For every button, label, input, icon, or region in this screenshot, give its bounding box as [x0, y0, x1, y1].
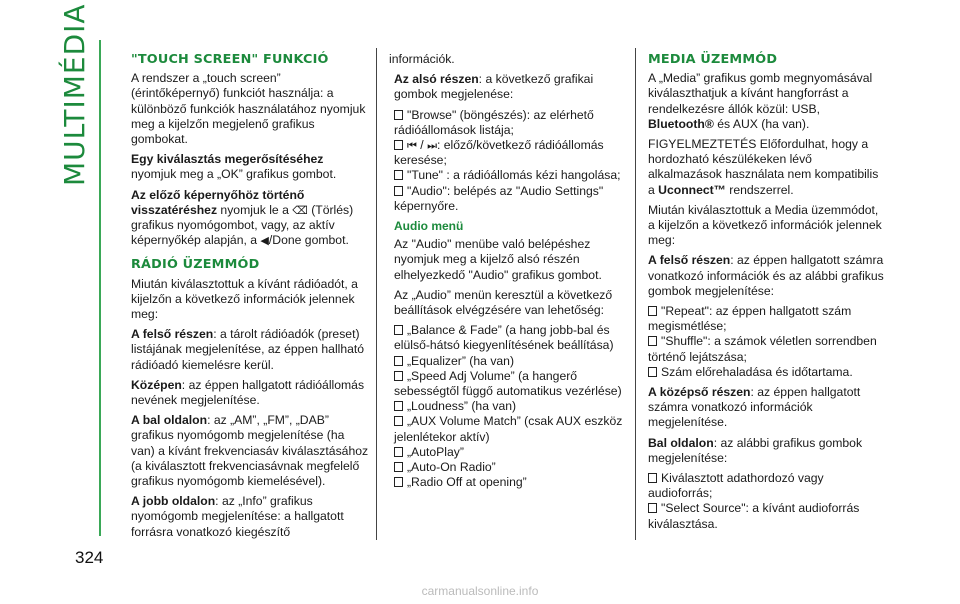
checkbox-icon — [648, 473, 657, 483]
warning-paragraph: FIGYELMEZTETÉS Előfordulhat, hogy a hordozható készülékeken lévő alkalmazások használata nem kompatibilis a Uconnect™ rendszerrel. — [648, 137, 879, 197]
radio-middle-text: : az éppen hallgatott rádióállomás nevének megjelenítése. — [131, 377, 365, 408]
list-item: Szám előrehaladása és időtartama. — [648, 365, 888, 380]
confirm-label: Egy kiválasztás megerősítéséhez — [131, 152, 324, 167]
list-item: „AUX Volume Match” (csak AUX eszköz jelenlétekor aktív) — [394, 414, 623, 444]
checkbox-icon — [394, 462, 403, 472]
radio-middle-label: Középen — [131, 377, 182, 392]
radio-right — [131, 494, 371, 540]
media-info-intro: Miután kiválasztottuk a Media üzemmódot, a kijelzőn a következő információk jelennek meg: — [648, 202, 882, 248]
uconnect-label: Uconnect™ — [658, 182, 726, 197]
list-item: „AutoPlay” — [394, 445, 629, 460]
radio-left-label: A bal oldalon — [131, 413, 208, 428]
media-middle — [648, 385, 888, 431]
checkbox-icon — [394, 356, 403, 366]
delete-icon: ⌫ — [292, 203, 308, 217]
list-item: „Equalizer” (ha van) — [394, 354, 629, 369]
checkbox-icon — [394, 416, 403, 426]
radio-top — [131, 327, 371, 373]
checkbox-icon — [394, 186, 403, 196]
audio-settings-list — [394, 323, 629, 490]
footer-watermark: carmanualsonline.info — [421, 584, 539, 598]
media-left-text: : az alábbi grafikus gombok megjelenítése: — [648, 435, 863, 465]
back-label: Az előző képernyőhöz történő visszatéréshez — [131, 187, 305, 217]
list-item: „Balance & Fade” (a hang jobb-bal és elülső-hátsó kiegyenlítésének beállítása) — [394, 323, 614, 353]
checkbox-icon — [394, 371, 403, 381]
radio-left — [131, 413, 371, 489]
radio-top-text: : a tárolt rádióadók (preset) listájának megjelenítése, az éppen hallható rádióadó kiemelésre kerül. — [131, 327, 365, 372]
column-3 — [648, 52, 888, 537]
checkbox-icon — [394, 110, 403, 120]
checkbox-icon — [394, 477, 403, 487]
media-left-label: Bal oldalon — [648, 435, 714, 450]
list-item: "Select Source": a kívánt audioforrás kiválasztása. — [648, 501, 860, 531]
checkbox-icon — [648, 367, 657, 377]
list-item: ⏮ / ⏭: előző/következő rádióállomás keresése; — [394, 138, 604, 168]
media-left-list — [648, 471, 888, 532]
column-divider-1 — [376, 48, 377, 540]
media-left — [648, 436, 888, 466]
column-2 — [389, 52, 629, 495]
checkbox-icon — [648, 503, 657, 513]
touch-screen-intro: A rendszer a „touch screen” (érintőképernyő) funkciót használja: a különböző funkciók használatához nyomjuk meg a kijelzőn megjelenő grafikus gombokat. — [131, 71, 366, 147]
list-item: „Speed Adj Volume” (a hangerő sebességtől függő automatikus vezérlése) — [394, 368, 622, 399]
heading-touch-screen: "TOUCH SCREEN" FUNKCIÓ — [131, 52, 329, 67]
radio-bottom — [394, 72, 629, 102]
radio-buttons-list — [394, 108, 629, 214]
page-number: 324 — [75, 548, 104, 567]
list-item: "Audio": belépés az "Audio Settings" képernyőre. — [394, 183, 604, 213]
media-top — [648, 253, 888, 299]
media-middle-text: : az éppen hallgatott számra vonatkozó információk megjelenítése. — [648, 385, 861, 430]
media-middle-label: A középső részen — [648, 385, 751, 400]
skip-next-icon: ⏭ — [427, 139, 437, 153]
confirm-paragraph — [131, 152, 371, 182]
radio-right-text: : az „Info” grafikus nyomógomb megjelenítése: a hallgatott forrásra vonatkozó kiegészítő — [131, 494, 344, 539]
radio-middle — [131, 378, 371, 408]
checkbox-icon — [394, 447, 403, 457]
media-intro: A „Media” grafikus gomb megnyomásával kiválaszthatjuk a kívánt hangforrást a rendelkezésre állók közül: USB, Bluetooth® és AUX (ha van). — [648, 71, 873, 131]
back-text-1: nyomjuk le a — [217, 202, 293, 217]
checkbox-icon — [648, 306, 657, 316]
confirm-text: nyomjuk meg a „OK” grafikus gombot. — [131, 167, 337, 182]
media-top-list — [648, 304, 888, 380]
skip-previous-icon: ⏮ — [407, 139, 417, 153]
radio-right-label: A jobb oldalon — [131, 494, 216, 509]
list-item: "Tune" : a rádióállomás kézi hangolása; — [394, 168, 629, 183]
checkbox-icon — [394, 170, 403, 180]
list-item: "Browse" (böngészés): az elérhető rádióállomások listája; — [394, 107, 594, 137]
heading-media-mode: MEDIA ÜZEMMÓD — [648, 52, 778, 67]
list-item: „Radio Off at opening” — [394, 475, 629, 490]
radio-left-text: : az „AM”, „FM”, „DAB” grafikus nyomógomb megjelenítése (ha van) a kívánt frekvenciasáv kiválasztásához (a kiválasztott frekvenciasávnak megfelelő grafikus nyomógomb kiemelésével). — [131, 413, 369, 489]
radio-bottom-label: Az alsó részen — [394, 72, 479, 87]
back-arrow-icon: ◀ — [260, 234, 269, 248]
back-paragraph — [131, 188, 371, 249]
radio-intro: Miután kiválasztottuk a kívánt rádióadót, a kijelzőn a következő információk jelennek meg: — [131, 276, 358, 322]
list-item: „Auto-On Radio” — [394, 460, 629, 475]
checkbox-icon — [394, 325, 403, 335]
list-item: "Shuffle": a számok véletlen sorrendben történő lejátszása; — [648, 334, 877, 364]
media-top-label: A felső részen — [648, 253, 731, 268]
back-text-3: /Done gombot. — [268, 233, 349, 248]
heading-audio-menu: Audio menü — [394, 219, 464, 234]
back-text-2: (Törlés) grafikus nyomógombot, vagy, az aktív képernyőkép alapján, a — [131, 202, 354, 248]
audio-intro: Az "Audio" menübe való belépéshez nyomjuk meg a kijelző alsó részén elhelyezkedő "Audio" grafikus gombot. — [394, 237, 602, 282]
radio-right-continued: információk. — [389, 52, 455, 66]
section-side-title: MULTIMÉDIA — [58, 3, 91, 186]
list-item: „Loudness” (ha van) — [394, 399, 629, 414]
bluetooth-label: Bluetooth® — [648, 116, 714, 131]
column-divider-2 — [635, 48, 636, 540]
column-1 — [131, 52, 371, 545]
list-item: Kiválasztott adathordozó vagy audioforrás; — [648, 471, 824, 501]
heading-radio-mode: RÁDIÓ ÜZEMMÓD — [131, 257, 260, 273]
section-rule — [99, 40, 101, 536]
radio-bottom-text: : a következő grafikai gombok megjelenése: — [394, 72, 594, 102]
radio-top-label: A felső részen — [131, 327, 214, 342]
media-top-text: : az éppen hallgatott számra vonatkozó információk és az alábbi grafikus gombok megjelenítése: — [648, 253, 884, 298]
checkbox-icon — [394, 140, 403, 150]
audio-settings-intro: Az „Audio” menün keresztül a következő beállítások elvégzésére van lehetőség: — [394, 287, 613, 318]
checkbox-icon — [394, 401, 403, 411]
list-item: "Repeat": az éppen hallgatott szám megismétlése; — [648, 304, 852, 334]
checkbox-icon — [648, 336, 657, 346]
